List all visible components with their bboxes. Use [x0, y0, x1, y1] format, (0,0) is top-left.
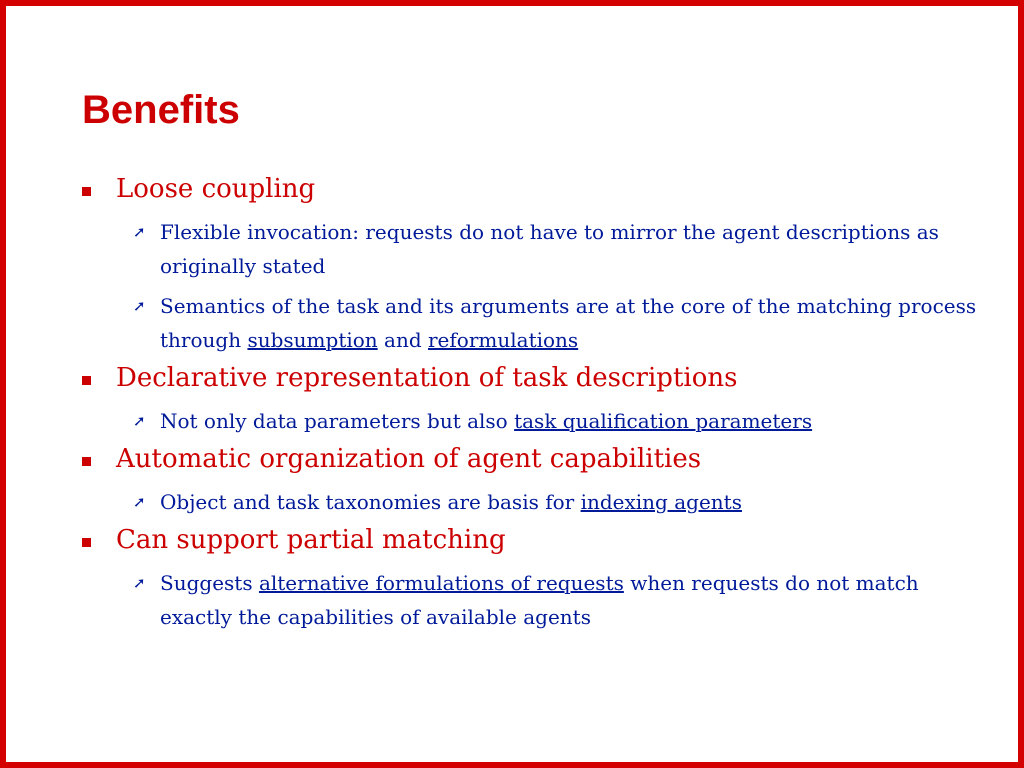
bullet-text: Can support partial matching: [116, 525, 506, 555]
sub-bullet-item: [6, 215, 1018, 283]
sub-bullet-text: when requests do not match exactly the capabilities of available agents: [160, 571, 919, 629]
square-bullet-icon: [82, 538, 91, 547]
square-bullet-icon: [82, 376, 91, 385]
sub-bullet-text: Not only data parameters but also: [160, 409, 515, 433]
diagonal-arrow-icon: ➚: [133, 493, 146, 511]
sub-bullet-text: Object and task taxonomies are basis for: [160, 490, 581, 514]
bullet-item: [6, 363, 1018, 393]
sub-bullet-item: [6, 566, 1018, 634]
square-bullet-icon: [82, 457, 91, 466]
bullet-item: [6, 444, 1018, 474]
bullet-item: [6, 174, 1018, 204]
sub-bullet-text: Suggests: [160, 571, 259, 595]
sub-bullet-text: and: [377, 328, 428, 352]
slide-title: Benefits: [82, 88, 240, 132]
square-bullet-icon: [82, 187, 91, 196]
sub-bullet-item: [6, 289, 1018, 357]
bullet-text: Loose coupling: [116, 174, 316, 204]
bullet-text: Automatic organization of agent capabilities: [116, 444, 702, 474]
underlined-term: reformulations: [428, 328, 579, 352]
underlined-term: alternative formulations of requests: [258, 571, 624, 595]
sub-bullet-text: Semantics of the task and its arguments are at the core of the matching process through: [160, 294, 977, 352]
bullet-item: [6, 525, 1018, 555]
bullet-list: [6, 174, 1018, 640]
diagonal-arrow-icon: ➚: [133, 223, 146, 241]
bullet-text: Declarative representation of task descriptions: [116, 363, 738, 393]
sub-bullet-item: [6, 485, 1018, 519]
diagonal-arrow-icon: ➚: [133, 297, 146, 315]
sub-bullet-text: Flexible invocation: requests do not have to mirror the agent descriptions as originally stated: [160, 220, 939, 278]
diagonal-arrow-icon: ➚: [133, 412, 146, 430]
underlined-term: subsumption: [247, 328, 378, 352]
underlined-term: indexing agents: [580, 490, 742, 514]
diagonal-arrow-icon: ➚: [133, 574, 146, 592]
sub-bullet-item: [6, 404, 1018, 438]
underlined-term: task qualification parameters: [514, 409, 813, 433]
